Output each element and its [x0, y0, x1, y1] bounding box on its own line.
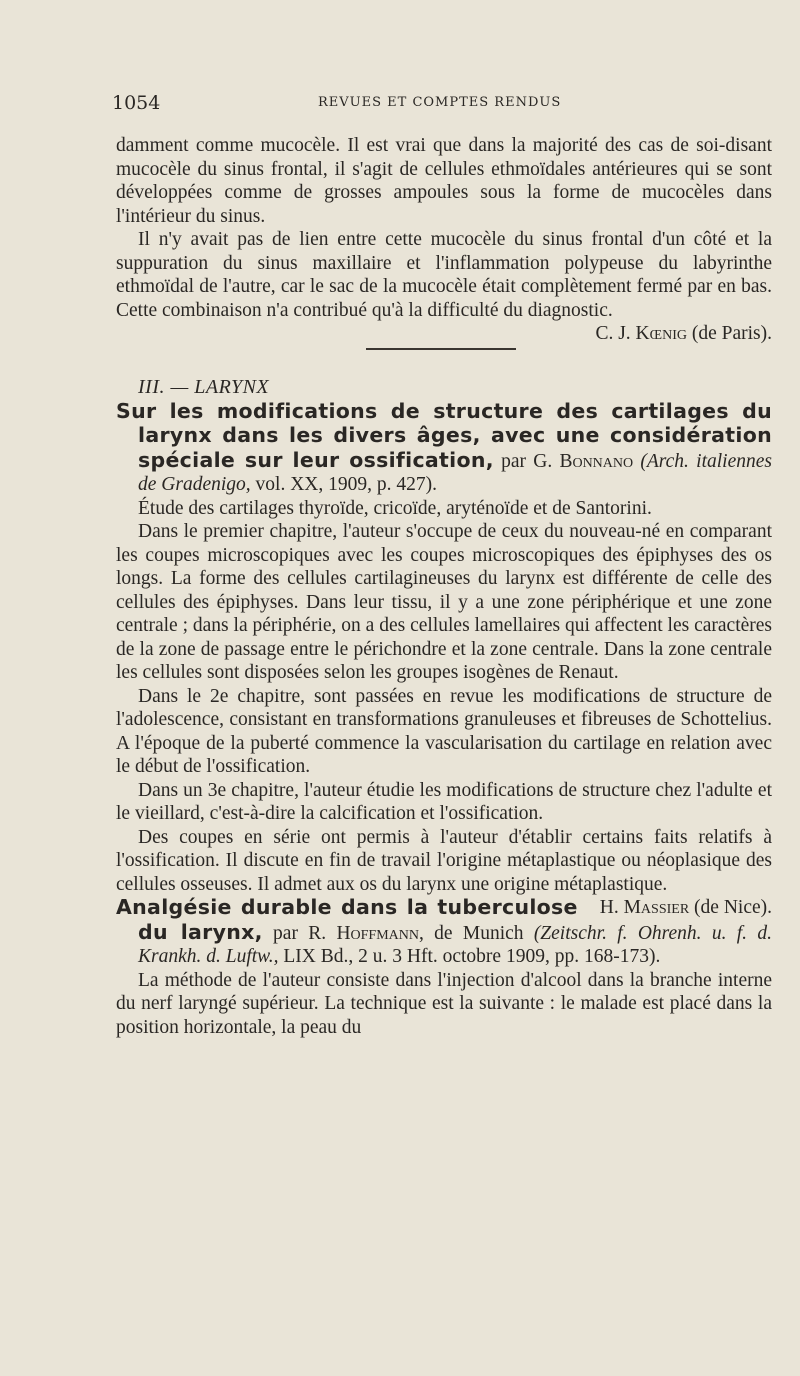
- intro-paragraph-2: [116, 228, 772, 344]
- article-2-paragraph-1: La méthode de l'auteur consiste dans l'injection d'alcool dans la branche interne du nerf laryngé supérieur. La technique est la suivante : le malade est placé dans la position horizontale, la peau du: [116, 969, 772, 1038]
- intro-paragraph-1: damment comme mucocèle. Il est vrai que dans la majorité des cas de soi-disant mucocèle du sinus frontal, il s'agit de cellules ethmoïdales antérieures qui se sont développées comme de grosses ampoules sous la forme de mucocèles dans l'intérieur du sinus.: [116, 135, 772, 227]
- article-2-author: Hoffmann: [336, 922, 419, 944]
- article-1-journal: (Arch. italiennes de Gradenigo,: [138, 450, 772, 495]
- article-1-paragraph-2: Dans le premier chapitre, l'auteur s'occupe de ceux du nouveau-né en comparant les coupes microscopiques avec les coupes microscopiques des épiphyses des os longs. La forme des cellules cartilagineuses du larynx est différente de celle des cellules des épiphyses. Dans leur tissu, il y a une zone périphérique et une zone centrale ; dans la périphérie, on a des cellules lamellaires qui affectent les caractères de la zone de passage entre le périchondre et la zone centrale. Dans la zone centrale les cellules sont disposées selon les groupes isogènes de Renaut.: [116, 521, 772, 683]
- page-number: 1054: [112, 92, 161, 114]
- article-1-title: Sur les modifications de structure des cartilages du larynx dans les divers âges, avec une considération spéciale sur leur ossification,: [116, 398, 772, 472]
- article-2-place: , de Munich: [418, 922, 534, 944]
- signature-massier: [578, 896, 772, 920]
- article-1-paragraph-1: Étude des cartilages thyroïde, cricoïde, aryténoïde et de Santorini.: [138, 497, 652, 519]
- running-title: REVUES ET COMPTES RENDUS: [318, 95, 562, 110]
- article-2-reference: LIX Bd., 2 u. 3 Hft. octobre 1909, pp. 168-173).: [278, 946, 661, 967]
- signature-place: (de Paris).: [686, 323, 772, 344]
- article-1-author: Bonnano: [559, 450, 634, 472]
- article-1-heading: [116, 400, 772, 497]
- signature-initials: C. J.: [595, 323, 636, 344]
- section-divider: [366, 348, 516, 350]
- signature-place: (de Nice).: [689, 897, 772, 918]
- article-1-by: par G.: [493, 450, 560, 472]
- article-1-reference: vol. XX, 1909, p. 427).: [250, 474, 437, 495]
- article-1-paragraph-3: Dans le 2e chapitre, sont passées en revue les modifications de structure de l'adolescence, consistant en transformations granuleuses et fibreuses de Schottelius. A l'époque de la puberté commence la vascularisation du cartilage en relation avec le début de l'ossification.: [116, 685, 772, 777]
- article-1-paragraph-4: Dans un 3e chapitre, l'auteur étudie les modifications de structure chez l'adulte et le vieillard, c'est-à-dire la calcification et l'ossification.: [116, 779, 772, 824]
- article-2-title: Analgésie durable dans la tuberculose du larynx,: [116, 895, 578, 944]
- body-text: [116, 134, 772, 1039]
- intro-paragraph-2-text: Il n'y avait pas de lien entre cette mucocèle du sinus frontal d'un côté et la suppuration du sinus maxillaire et l'inflammation polypeuse du labyrinthe ethmoïdal de l'autre, car le sac de la mucocèle était complètement fermé par en bas. Cette combinaison n'a contribué qu'à la difficulté du diagnostic.: [116, 229, 772, 321]
- article-2-journal: (Zeitschr. f. Ohrenh. u. f. d. Krankh. d. Luftw.,: [138, 922, 772, 967]
- article-1-paragraph-5-text: Des coupes en série ont permis à l'auteur d'établir certains faits relatifs à l'ossification. Il discute en fin de travail l'origine métaplastique ou néoplasique des cellules osseuses. Il admet aux os du larynx une origine métaplastique.: [116, 826, 772, 895]
- article-1-paragraph-5: [116, 826, 772, 918]
- signature-name: Kœnig: [635, 323, 687, 344]
- signature-name: Massier: [623, 897, 690, 918]
- signature-koenig: [573, 322, 772, 346]
- page-header: [112, 92, 672, 118]
- signature-initials: H.: [599, 897, 624, 918]
- section-title: III. — LARYNX: [138, 376, 270, 398]
- article-2-by: par R.: [262, 922, 337, 944]
